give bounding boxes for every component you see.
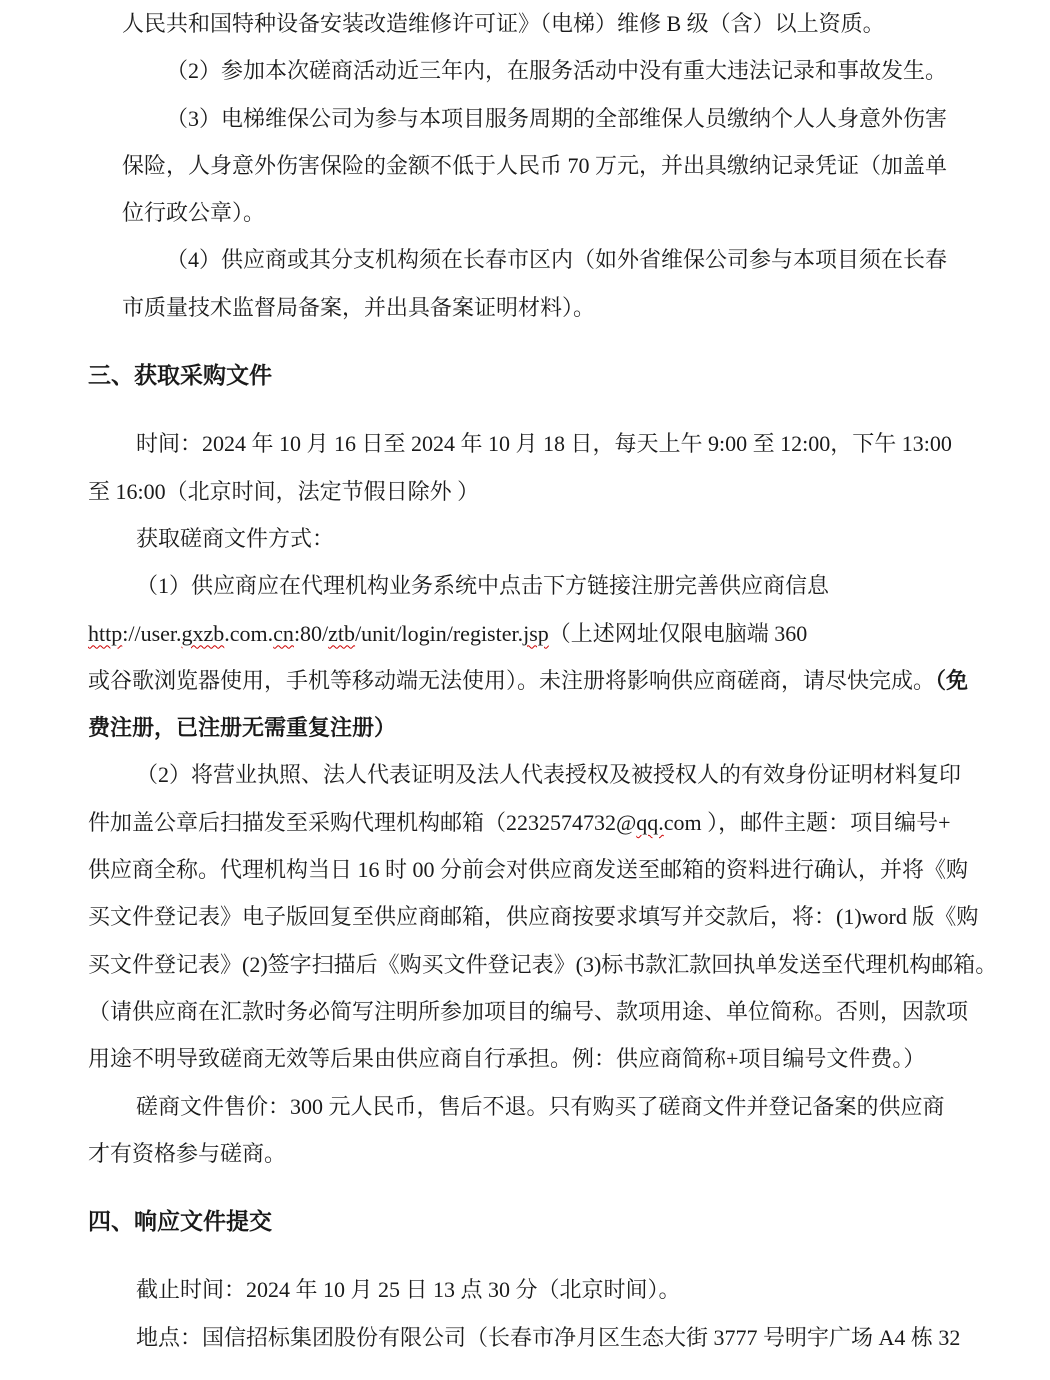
text-line (88, 1266, 965, 1313)
text-line (88, 704, 965, 751)
paragraph-text: （2）参加本次磋商活动近三年内，在服务活动中没有重大违法记录和事故发生。 (166, 58, 948, 84)
text-line (88, 941, 998, 988)
paragraph-text: 获取磋商文件方式： (136, 525, 335, 551)
text-line (88, 468, 965, 515)
url-segment: ://user. (122, 620, 182, 646)
url-segment-spellchecked: jsp (523, 620, 549, 646)
registration-url-line (88, 610, 965, 657)
email-segment-spellchecked: qq. (636, 809, 664, 835)
text-line (122, 189, 965, 236)
url-segment: .com. (224, 620, 274, 646)
paragraph-text: 用途不明导致磋商无效等后果由供应商自行承担。例：供应商简称+项目编号文件费。） (88, 1046, 926, 1072)
paragraph-text: （4）供应商或其分支机构须在长春市区内（如外省维保公司参与本项目须在长春 (166, 247, 948, 273)
text-line (88, 1314, 965, 1361)
paragraph-text: 至 16:00（北京时间，法定节假日除外 ） (88, 478, 480, 504)
paragraph-text: 供应商全称。代理机构当日 16 时 00 分前会对供应商发送至邮箱的资料进行确认，并将《购 (88, 857, 969, 883)
paragraph-text: （3）电梯维保公司为参与本项目服务周期的全部维保人员缴纳个人人身意外伤害 (166, 105, 948, 131)
paragraph-text: 时间：2024 年 10 月 16 日至 2024 年 10 月 18 日，每天上午 9:00 至 12:00，下午 13:00 (136, 431, 952, 457)
paragraph-text: 或谷歌浏览器使用，手机等移动端无法使用）。未注册将影响供应商磋商，请尽快完成。 (88, 667, 936, 693)
text-line (88, 420, 965, 467)
text-line (122, 0, 965, 47)
paragraph-text: 买文件登记表》(2)签字扫描后《购买文件登记表》(3)标书款汇款回执单发送至代理机构邮箱。 (88, 951, 998, 977)
paragraph-text: （2）将营业执照、法人代表证明及法人代表授权及被授权人的有效身份证明材料复印 (136, 762, 962, 788)
text-line (88, 1083, 965, 1130)
text-line (88, 751, 965, 798)
paragraph-text: （上述网址仅限电脑端 360 (548, 620, 808, 646)
url-segment: /unit/login/register. (355, 620, 524, 646)
heading-text: 三、获取采购文件 (88, 363, 272, 389)
text-line (88, 846, 969, 893)
paragraph-text: 保险，人身意外伤害保险的金额不低于人民币 70 万元，并出具缴纳记录凭证（加盖单 (122, 152, 948, 178)
paragraph-text: com ），邮件主题：项目编号+ (663, 809, 951, 835)
paragraph-text: （1）供应商应在代理机构业务系统中点击下方链接注册完善供应商信息 (136, 573, 830, 599)
paragraph-text: 才有资格参与磋商。 (88, 1140, 287, 1166)
text-line (88, 1130, 965, 1177)
text-line (122, 142, 965, 189)
paragraph-text: 市质量技术监督局备案，并出具备案证明材料）。 (122, 294, 596, 320)
paragraph-text: （请供应商在汇款时务必简写注明所参加项目的编号、款项用途、单位简称。否则，因款项 (88, 998, 969, 1024)
text-line (122, 47, 965, 94)
url-segment-spellchecked: gxzb (181, 620, 225, 646)
text-line (88, 657, 969, 704)
bold-note-text: 费注册，已注册无需重复注册） (88, 715, 397, 741)
paragraph-text: 磋商文件售价：300 元人民币，售后不退。只有购买了磋商文件并登记备案的供应商 (136, 1093, 945, 1119)
text-line (88, 562, 965, 609)
url-segment-spellchecked: http (88, 620, 123, 646)
text-line (122, 284, 965, 331)
text-line (122, 236, 965, 283)
paragraph-text: 买文件登记表》电子版回复至供应商邮箱，供应商按要求填写并交款后，将：(1)word 版《购 (88, 904, 979, 930)
text-line (88, 893, 979, 940)
section-heading-get-procurement-documents (88, 352, 965, 399)
paragraph-text: 地点：国信招标集团股份有限公司（长春市净月区生态大街 3777 号明宇广场 A4 栋 32 (136, 1324, 961, 1350)
url-segment: :80/ (293, 620, 329, 646)
url-segment-spellchecked: ztb (328, 620, 356, 646)
bold-note-text: （免 (935, 667, 969, 693)
text-line (88, 515, 965, 562)
paragraph-text: 位行政公章）。 (122, 200, 266, 226)
text-line (88, 799, 965, 846)
heading-text: 四、响应文件提交 (88, 1209, 272, 1235)
section-heading-response-document-submission (88, 1198, 965, 1245)
paragraph-text: 件加盖公章后扫描发至采购代理机构邮箱（2232574732@ (88, 809, 637, 835)
url-segment-spellchecked: cn (273, 620, 294, 646)
paragraph-text: 截止时间：2024 年 10 月 25 日 13 点 30 分（北京时间）。 (136, 1277, 681, 1303)
text-line (122, 95, 965, 142)
paragraph-text: 人民共和国特种设备安装改造维修许可证》（电梯）维修 B 级（含）以上资质。 (122, 11, 885, 36)
text-line (88, 988, 969, 1035)
text-line (88, 1035, 965, 1082)
